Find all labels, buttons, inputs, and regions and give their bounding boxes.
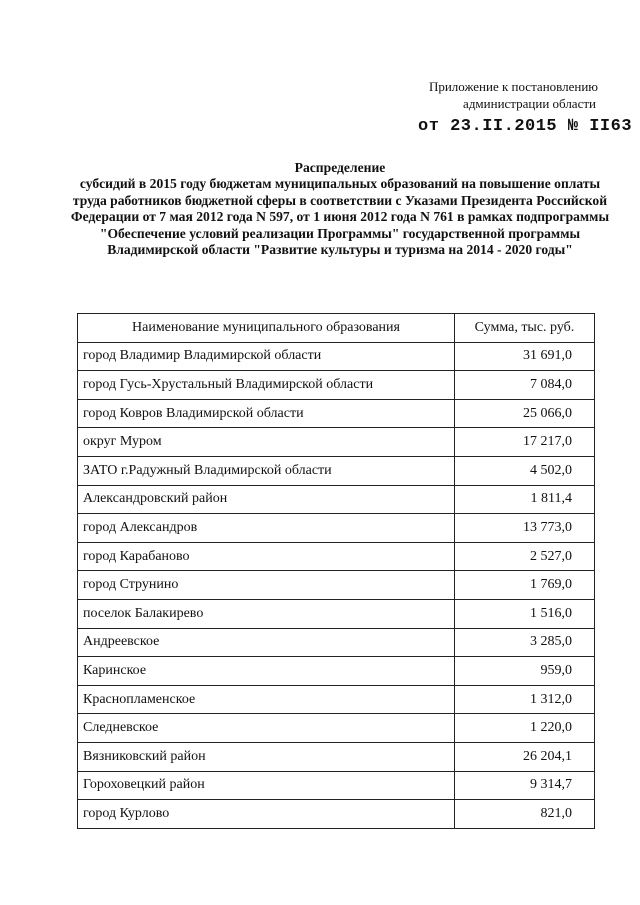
subsidy-sum: 9 314,7 [455, 771, 595, 800]
municipality-name: Следневское [78, 714, 455, 743]
table-row [78, 685, 595, 714]
subsidy-table [77, 313, 595, 829]
municipality-name: Краснопламенское [78, 685, 455, 714]
table-row [78, 771, 595, 800]
municipality-name: город Курлово [78, 800, 455, 829]
appendix-line-1: Приложение к постановлению [428, 79, 598, 94]
subsidy-sum: 13 773,0 [455, 514, 595, 543]
municipality-name: Вязниковский район [78, 742, 455, 771]
municipality-name: Александровский район [78, 485, 455, 514]
subsidy-sum: 17 217,0 [455, 428, 595, 457]
municipality-name: округ Муром [78, 428, 455, 457]
municipality-name: Гороховецкий район [78, 771, 455, 800]
table-row [78, 657, 595, 686]
municipality-name: Каринское [78, 657, 455, 686]
table-row [78, 571, 595, 600]
municipality-name: город Ковров Владимирской области [78, 399, 455, 428]
table-header-row [78, 314, 595, 343]
table-row [78, 542, 595, 571]
title-body: субсидий в 2015 году бюджетам муниципальных образований на повышение оплаты труда работников бюджетной сферы в соответствии с Указами Президента Российской Федерации от 7 мая 2012 года N 597, от 1 июня 2012 года N 761 в рамках подпрограммы "Обеспечение условий реализации Программы" государственной программы Владимирской области "Развитие культуры и туризма на 2014 - 2020 годы" [70, 176, 610, 258]
subsidy-sum: 1 811,4 [455, 485, 595, 514]
subsidy-sum: 25 066,0 [455, 399, 595, 428]
municipality-name: ЗАТО г.Радужный Владимирской области [78, 456, 455, 485]
table-row [78, 371, 595, 400]
subsidy-sum: 821,0 [455, 800, 595, 829]
table-row [78, 514, 595, 543]
table-row [78, 714, 595, 743]
appendix-note [429, 78, 598, 112]
subsidy-sum: 3 285,0 [455, 628, 595, 657]
table-row [78, 399, 595, 428]
table-row [78, 628, 595, 657]
table-row [78, 428, 595, 457]
subsidy-sum: 1 769,0 [455, 571, 595, 600]
municipality-name: город Струнино [78, 571, 455, 600]
column-header-sum: Сумма, тыс. руб. [455, 314, 595, 343]
municipality-name: город Владимир Владимирской области [78, 342, 455, 371]
municipality-name: город Александров [78, 514, 455, 543]
subsidy-sum: 2 527,0 [455, 542, 595, 571]
table-row [78, 599, 595, 628]
document-title [70, 160, 610, 258]
subsidy-sum: 1 220,0 [455, 714, 595, 743]
subsidy-sum: 959,0 [455, 657, 595, 686]
table-row [78, 800, 595, 829]
subsidy-sum: 7 084,0 [455, 371, 595, 400]
municipality-name: город Карабаново [78, 542, 455, 571]
subsidy-sum: 1 312,0 [455, 685, 595, 714]
column-header-name: Наименование муниципального образования [78, 314, 455, 343]
appendix-line-2: администрации области [463, 96, 596, 111]
subsidy-sum: 4 502,0 [455, 456, 595, 485]
table-row [78, 342, 595, 371]
table-body [78, 342, 595, 828]
order-number: от 23.II.2015 № II63 [418, 117, 633, 136]
municipality-name: поселок Балакирево [78, 599, 455, 628]
table-row [78, 742, 595, 771]
municipality-name: город Гусь-Хрустальный Владимирской области [78, 371, 455, 400]
subsidy-sum: 1 516,0 [455, 599, 595, 628]
municipality-name: Андреевское [78, 628, 455, 657]
subsidy-sum: 31 691,0 [455, 342, 595, 371]
table-row [78, 485, 595, 514]
subsidy-sum: 26 204,1 [455, 742, 595, 771]
title-heading: Распределение [294, 160, 386, 175]
table-row [78, 456, 595, 485]
